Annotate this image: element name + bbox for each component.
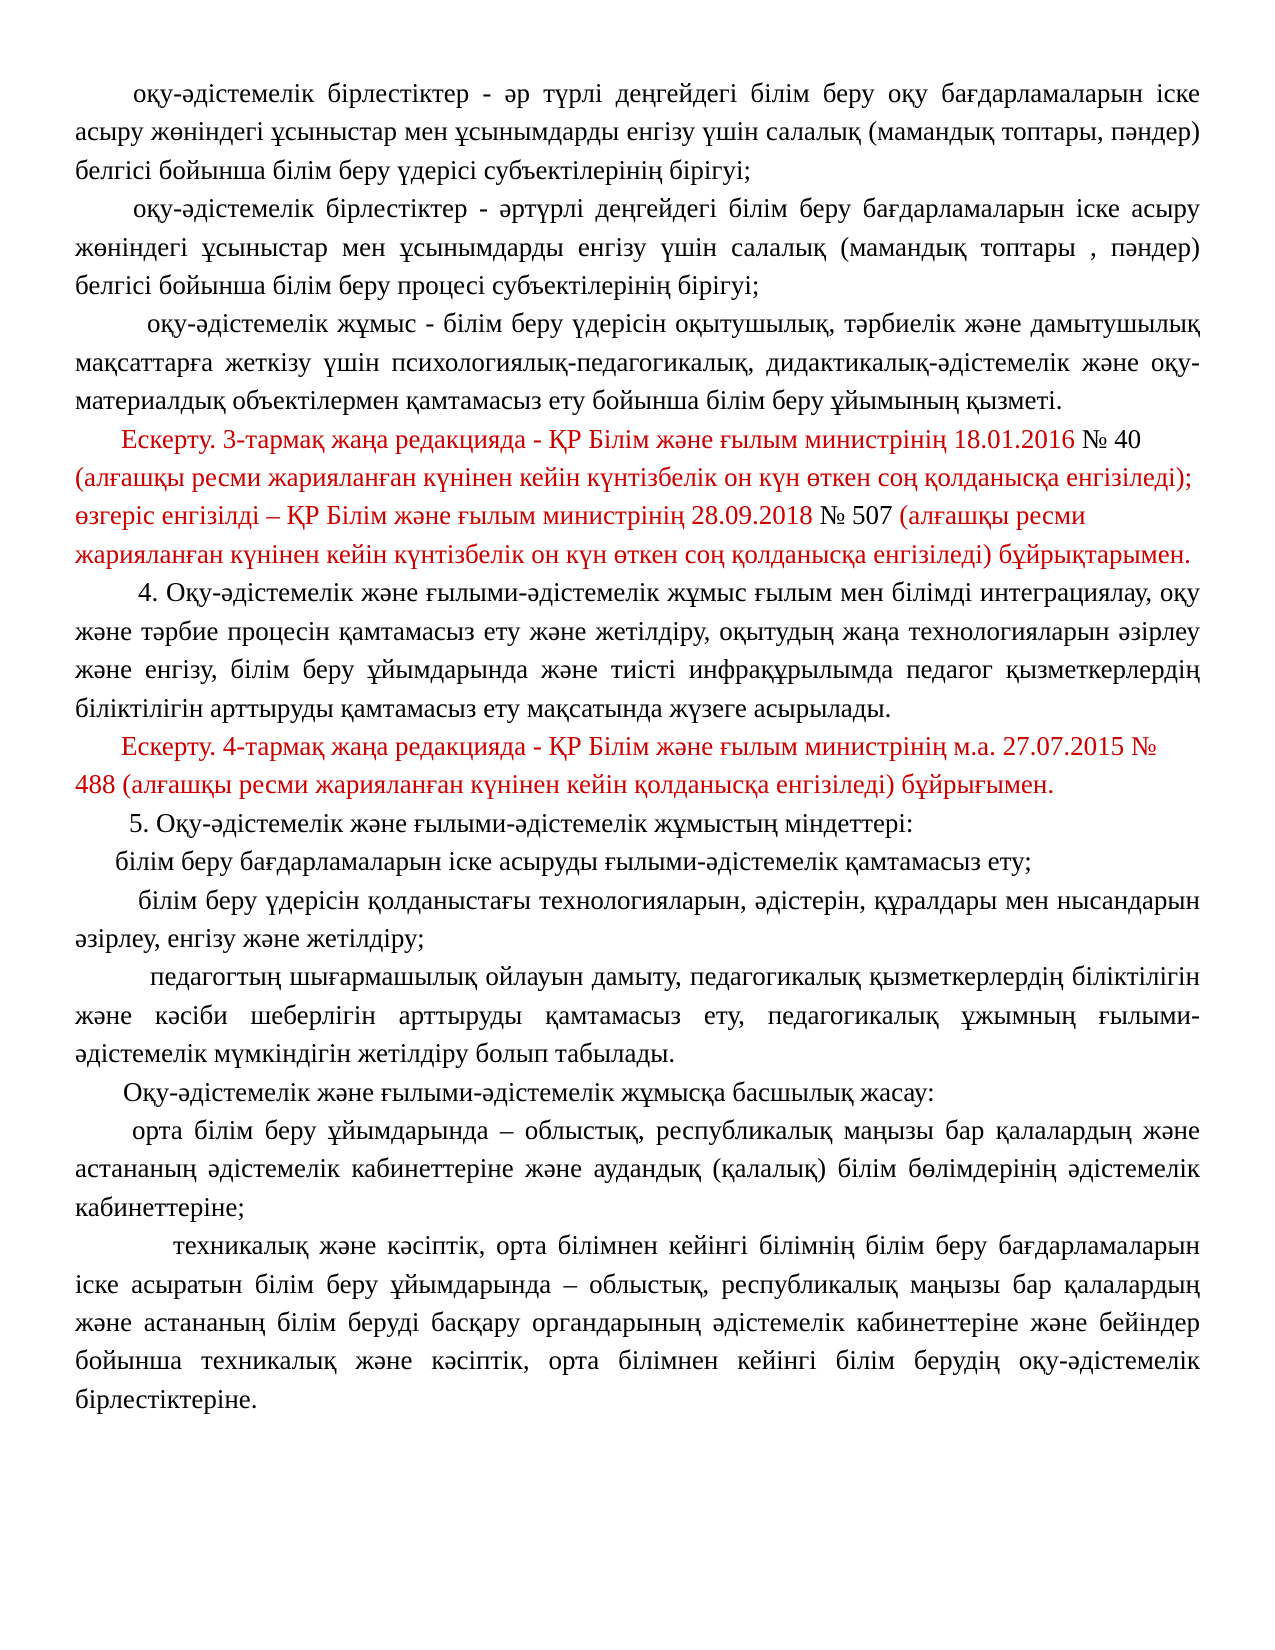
amendment-note-text: Ескерту. 4-тармақ жаңа редакцияда - ҚР Білім және ғылым министрінің м.а. 27.07.2015 № 488 (алғашқы ресми жарияланған күнінен кейін қолданысқа енгізіледі) бұйрығымен. xyxy=(75,730,1157,800)
amendment-note-text: (алғашқы ресми жарияланған күнінен кейін күнтізбелік он күн өткен соң қолданысқа енгізіледі); өзгеріс енгізілді – ҚР Білім және ғылым министрінің 28.09.2018 xyxy=(75,462,1193,531)
body-text: 5. Оқу-әдістемелік және ғылыми-әдістемелік жұмыстың міндеттері: xyxy=(129,807,914,838)
paragraph-point-4 xyxy=(75,573,1200,727)
body-text: № 507 xyxy=(819,500,900,531)
body-text: оқу-әдістемелік бірлестіктер - әр түрлі деңгейдегі білім беру оқу бағдарламаларын іске асыру жөніндегі ұсыныстар мен ұсынымдарды енгізу үшін салалық (мамандық топтары, пәндер) белгісі бойынша білім беру үдерісі субъектілерінің бірігуі; xyxy=(75,78,1200,185)
body-text: педагогтың шығармашылық ойлауын дамыту, педагогикалық қызметкерлердің біліктілігін және кәсіби шеберлігін арттыруды қамтамасыз ету, педагогикалық ұжымның ғылыми-әдістемелік мүмкіндігін жетілдіру болып табылады. xyxy=(75,961,1200,1069)
body-text: оқу-әдістемелік жұмыс - білім беру үдерісін оқытушылық, тәрбиелік және дамытушылық мақсаттарға жеткізу үшін психологиялық-педагогикалық, дидактикалық-әдістемелік және оқу-материалдық объектілермен қамтамасыз ету бойынша білім беру ұйымының қызметі. xyxy=(75,308,1200,416)
paragraph-point-5-item-3 xyxy=(75,957,1200,1072)
amendment-note-text: (алғашқы ресми жарияланған күнінен кейін күнтізбелік он күн өткен соң қолданысқа енгізіледі) бұйрықтарымен. xyxy=(75,500,1191,569)
paragraph-umb-definition-1 xyxy=(75,74,1200,189)
paragraph-umb-definition-2 xyxy=(75,189,1200,304)
amendment-note-text: Ескерту. 3-тармақ жаңа редакцияда - ҚР Білім және ғылым министрінің 18.01.2016 xyxy=(121,423,1082,454)
paragraph-leadership-heading xyxy=(75,1073,1200,1111)
paragraph-point-5-item-2 xyxy=(75,881,1200,958)
paragraph-technical-vocational xyxy=(75,1226,1200,1418)
body-text: № 40 xyxy=(1081,423,1142,454)
body-text: техникалық және кәсіптік, орта білімнен кейінгі білімнің білім беру бағдарламаларын іске асыратын білім беру ұйымдарында – облыстық, республикалық маңызы бар қалалардың және астананың білім беруді басқару органдарының әдістемелік кабинеттеріне және бейіндер бойынша техникалық және кәсіптік, орта білімнен кейінгі білім берудің оқу-әдістемелік бірлестіктеріне. xyxy=(75,1230,1200,1414)
body-text: білім беру үдерісін қолданыстағы технологияларын, әдістерін, құралдары мен нысандарын әзірлеу, енгізу және жетілдіру; xyxy=(75,884,1200,953)
body-text: орта білім беру ұйымдарында – облыстық, республикалық маңызы бар қалалардың және астананың әдістемелік кабинеттеріне және аудандық (қалалық) білім бөлімдерінің әдістемелік кабинеттеріне; xyxy=(75,1114,1200,1222)
paragraph-secondary-education xyxy=(75,1111,1200,1226)
paragraph-point-5-heading xyxy=(75,804,1200,842)
body-text: Оқу-әдістемелік және ғылыми-әдістемелік жұмысқа басшылық жасау: xyxy=(123,1076,935,1107)
amendment-note-point-3 xyxy=(75,420,1200,574)
amendment-note-point-4 xyxy=(75,727,1200,804)
body-text: білім беру бағдарламаларын іске асыруды ғылыми-әдістемелік қамтамасыз ету; xyxy=(115,846,1032,877)
body-text: оқу-әдістемелік бірлестіктер - әртүрлі деңгейдегі білім беру бағдарламаларын іске асыру жөніндегі ұсыныстар мен ұсынымдарды енгізу үшін салалық (мамандық топтары , пәндер) белгісі бойынша білім беру процесі субъектілерінің бірігуі; xyxy=(75,193,1200,301)
body-text: 4. Оқу-әдістемелік және ғылыми-әдістемелік жұмыс ғылым мен білімді интеграциялау, оқу және тәрбие процесін қамтамасыз ету және жетілдіру, оқытудың жаңа технологияларын әзірлеу және енгізу, білім беру ұйымдарында және тиісті инфрақұрылымда педагог қызметкерлердің біліктілігін арттыруды қамтамасыз ету мақсатында жүзеге асырылады. xyxy=(75,577,1200,723)
paragraph-point-5-item-1 xyxy=(75,842,1200,880)
paragraph-umw-definition xyxy=(75,304,1200,419)
